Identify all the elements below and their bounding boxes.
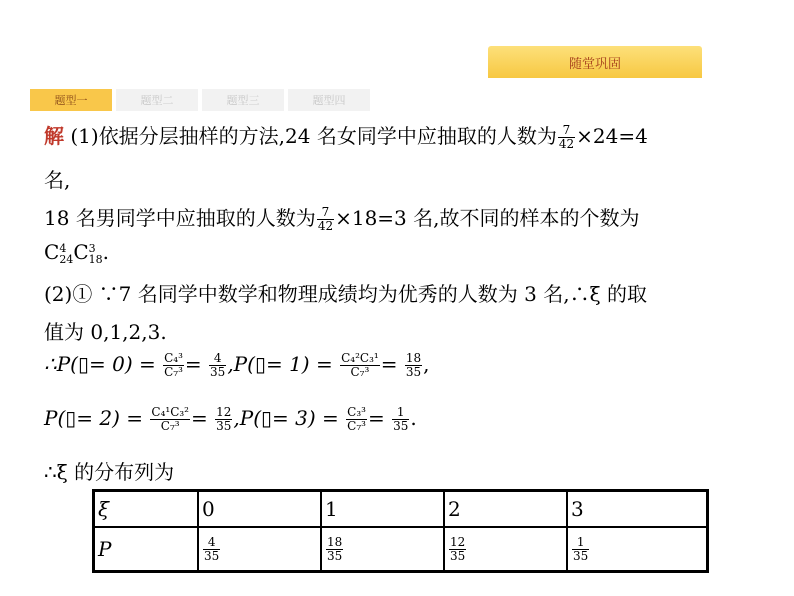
line1-text: (1)依据分层抽样的方法,24 名女同学中应抽取的人数为 (64, 124, 557, 148)
fraction: $\frac{4}{35}$ (210, 351, 226, 379)
tab-type-1[interactable]: 题型一 (30, 89, 112, 111)
type-tab-bar (30, 89, 370, 111)
tab-type-3[interactable]: 题型三 (202, 89, 284, 111)
solution-line-5: (2)① ∵7 名同学中数学和物理成绩均为优秀的人数为 3 名,∴ξ 的取 (44, 282, 647, 306)
table-cell: ξ (94, 491, 199, 528)
table-cell (321, 527, 444, 572)
line3-text: 18 名男同学中应抽取的人数为 (44, 206, 316, 230)
fraction: $\frac{\text{C₃³}}{\text{C₇³}}$ (347, 405, 366, 433)
fraction: $\frac{\text{C₄³}}{\text{C₇³}}$ (164, 351, 183, 379)
fraction: $\frac{1}{35}$ (393, 405, 409, 433)
tab-type-4[interactable]: 题型四 (288, 89, 370, 111)
table-cell: 0 (198, 491, 321, 528)
solution-line-2: 名, (44, 168, 71, 192)
solution-line-3 (44, 202, 640, 233)
solution-line-9: ∴ξ 的分布列为 (44, 460, 175, 484)
table-cell: P (94, 527, 199, 572)
fraction: $\frac{12}{35}$ (450, 534, 466, 563)
fraction: $\frac{7}{42}$ (317, 205, 334, 233)
combination-index: 4 24 (59, 241, 74, 266)
fraction: $\frac{7}{42}$ (558, 123, 575, 151)
fraction: $\frac{18}{35}$ (405, 351, 422, 379)
fraction: $\frac{18}{35}$ (327, 534, 343, 563)
table-cell (567, 527, 708, 572)
table-cell (198, 527, 321, 572)
line3-tail: ×18=3 名,故不同的样本的个数为 (335, 206, 640, 230)
solution-marker: 解 (44, 124, 64, 148)
solution-line-4: C 4 24 C 3 18 . (44, 240, 109, 266)
line1-tail: ×24=4 (576, 124, 648, 148)
table-cell: 1 (321, 491, 444, 528)
table-cell (444, 527, 567, 572)
probability-line-1: ∴P(▯= 0) = $\frac{\text{C₄³}}{\text{C₇³}}$ = $\frac{4}{35}$ ,P(▯= 1) = $\frac{\text{C₄²C₃¹}}{\text{C₇³}}$ = $\frac{18}{35}$ , (44, 351, 430, 379)
tab-type-2[interactable]: 题型二 (116, 89, 198, 111)
combination-index: 3 18 (88, 241, 103, 266)
table-cell: 2 (444, 491, 567, 528)
tab-suitang-gonggu[interactable]: 随堂巩固 (488, 46, 702, 78)
solution-line-1 (44, 120, 648, 151)
probability-line-2: P(▯= 2) = $\frac{\text{C₄¹C₃²}}{\text{C₇³}}$ = $\frac{12}{35}$ ,P(▯= 3) = $\frac{\text{C₃³}}{\text{C₇³}}$ = $\frac{1}{35}$ . (44, 405, 417, 433)
fraction: $\frac{\text{C₄¹C₃²}}{\text{C₇³}}$ (151, 405, 189, 433)
solution-line-6: 值为 0,1,2,3. (44, 320, 167, 344)
distribution-table (92, 489, 709, 573)
fraction: $\frac{12}{35}$ (216, 405, 232, 433)
table-cell: 3 (567, 491, 708, 528)
table-row (94, 527, 708, 572)
fraction: $\frac{\text{C₄²C₃¹}}{\text{C₇³}}$ (341, 351, 379, 379)
table-header-row (94, 491, 708, 528)
fraction: $\frac{1}{35}$ (573, 534, 589, 563)
fraction: $\frac{4}{35}$ (204, 534, 220, 563)
